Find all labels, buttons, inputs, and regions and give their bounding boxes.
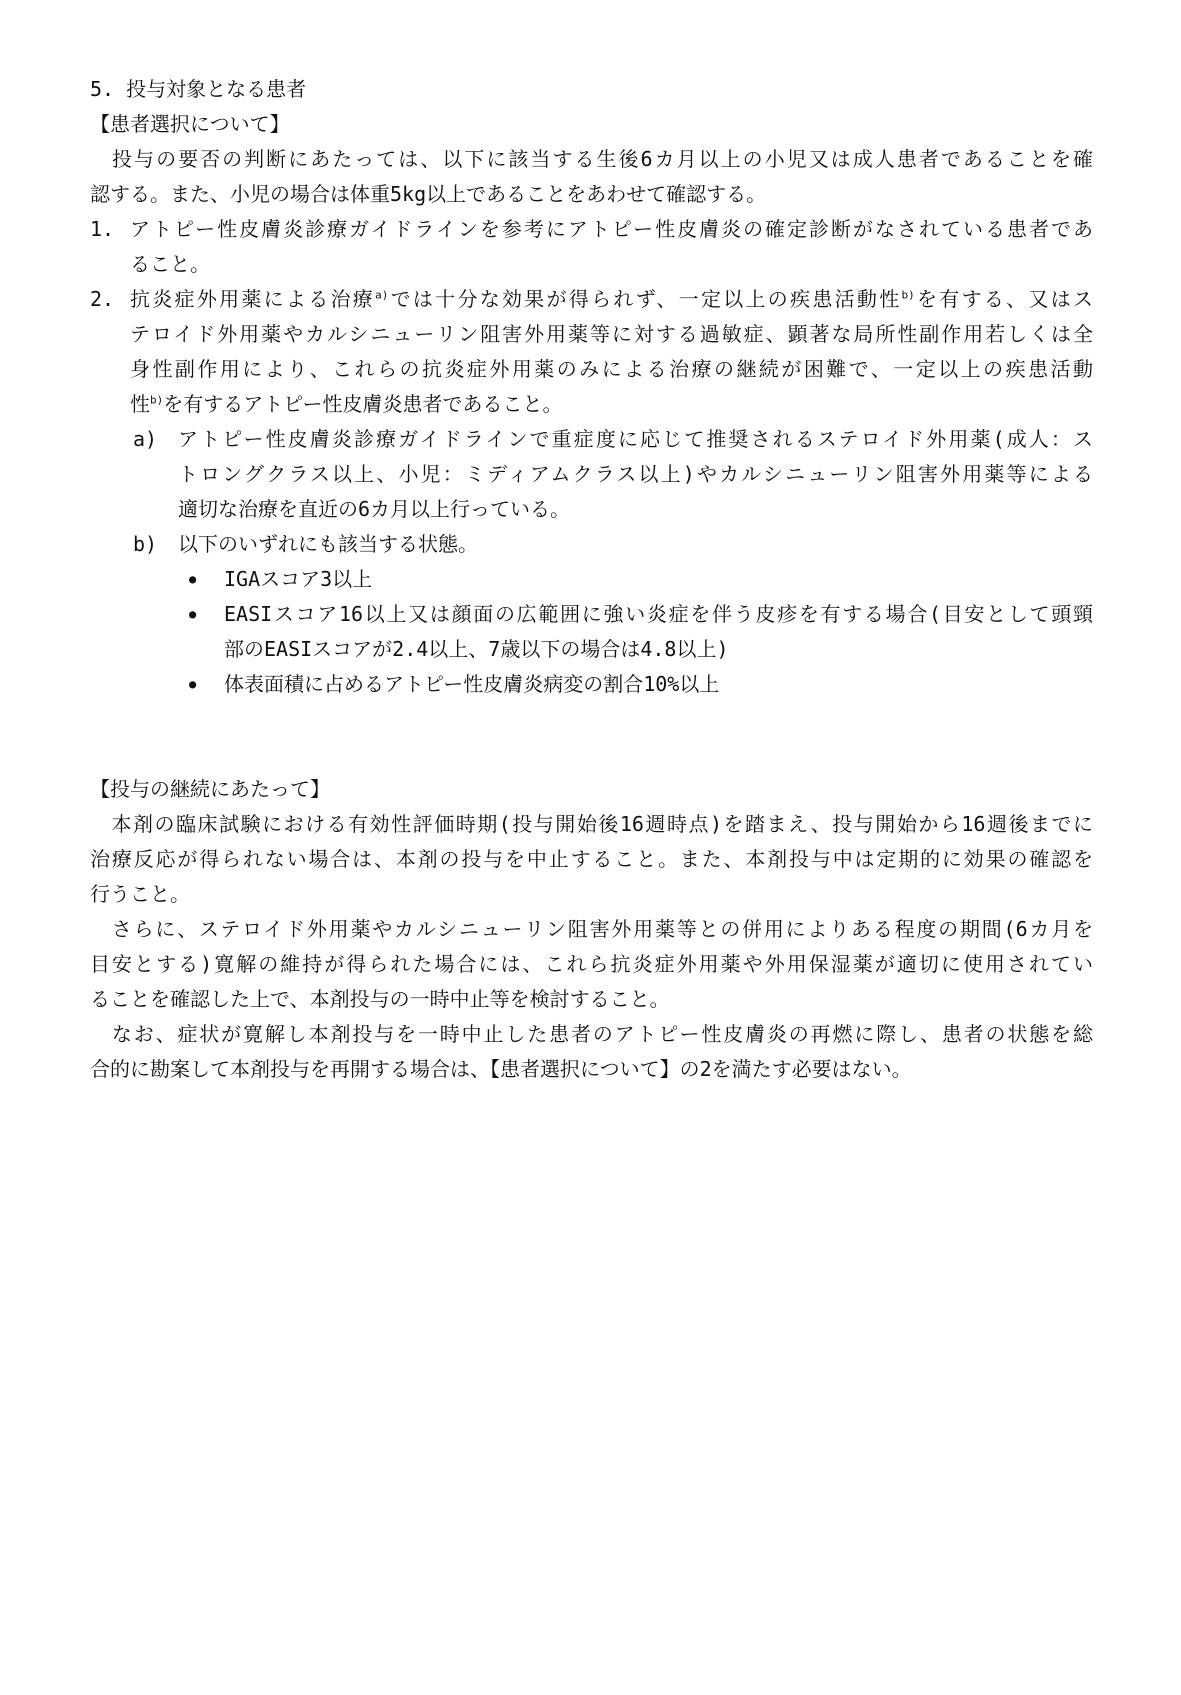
text-segment: 合的に勘案して本剤投与を再開する場合は、【患者選択について】の2を満たす必要はない。 xyxy=(90,1057,912,1081)
text-segment: 投与の要否の判断にあたっては、以下に該当する生後6カ月以上の小児又は成人患者であることを確 xyxy=(90,147,1093,171)
text-segment: EASIスコア16以上又は顔面の広範囲に強い炎症を伴う皮疹を有する場合(目安として頭頸 xyxy=(224,602,1093,626)
text-line xyxy=(90,842,1093,877)
text-line xyxy=(130,352,1093,387)
text-segment: 適切な治療を直近の6カ月以上行っている。 xyxy=(178,497,571,521)
text-line xyxy=(130,282,1093,317)
text-line xyxy=(90,947,1093,982)
text-line xyxy=(90,142,1093,177)
text-segment: では十分な効果が得られず、一定以上の疾患活動性 xyxy=(388,287,902,311)
text-segment: アトピー性皮膚炎診療ガイドラインを参考にアトピー性皮膚炎の確定診断がなされている患者であ xyxy=(130,217,1093,241)
text-segment: アトピー性皮膚炎診療ガイドラインで重症度に応じて推奨されるステロイド外用薬(成人：ス xyxy=(178,427,1093,451)
text-segment: ることを確認した上で、本剤投与の一時中止等を検討すること。 xyxy=(90,987,670,1011)
text-line xyxy=(224,667,1093,702)
text-segment: を有する、又はス xyxy=(914,287,1093,311)
text-segment: ること。 xyxy=(130,252,210,276)
text-line xyxy=(90,1052,1093,1087)
text-segment: 5. 投与対象となる患者 xyxy=(90,77,307,101)
text-segment: 目安とする)寛解の維持が得られた場合には、これら抗炎症外用薬や外用保湿薬が適切に使用されてい xyxy=(90,952,1093,976)
text-line xyxy=(130,317,1093,352)
text-line xyxy=(224,597,1093,632)
footnote-ref: b) xyxy=(901,288,915,302)
text-segment: を有するアトピー性皮膚炎患者であること。 xyxy=(163,392,563,416)
text-segment: 行うこと。 xyxy=(90,882,190,906)
text-segment: 以下のいずれにも該当する状態。 xyxy=(178,532,478,556)
text-line xyxy=(90,912,1093,947)
text-segment: 身性副作用により、これらの抗炎症外用薬のみによる治療の継続が困難で、一定以上の疾患活動 xyxy=(130,357,1093,381)
bullet-icon: ● xyxy=(189,572,197,586)
list-marker: b) xyxy=(133,532,158,556)
list-marker: 1. xyxy=(90,217,115,241)
text-segment: 抗炎症外用薬による治療 xyxy=(130,287,376,311)
text-line xyxy=(90,807,1093,842)
text-line xyxy=(130,247,1093,282)
footnote-ref: a) xyxy=(375,288,389,302)
text-segment: 性 xyxy=(130,392,150,416)
text-line xyxy=(90,772,1093,807)
text-line xyxy=(90,982,1093,1017)
text-segment: なお、症状が寛解し本剤投与を一時中止した患者のアトピー性皮膚炎の再燃に際し、患者の状態を総 xyxy=(90,1022,1093,1046)
text-segment: 部のEASIスコアが2.4以上、7歳以下の場合は4.8以上) xyxy=(224,637,729,661)
text-line xyxy=(90,877,1093,912)
text-segment: 治療反応が得られない場合は、本剤の投与を中止すること。また、本剤投与中は定期的に効果の確認を xyxy=(90,847,1093,871)
text-line xyxy=(130,387,1093,422)
text-segment: 認する。また、小児の場合は体重5kg以上であることをあわせて確認する。 xyxy=(90,182,767,206)
text-segment: 【投与の継続にあたって】 xyxy=(90,777,330,801)
text-line xyxy=(178,422,1093,457)
text-line xyxy=(178,492,1093,527)
text-segment: 体表面積に占めるアトピー性皮膚炎病変の割合10%以上 xyxy=(224,672,720,696)
text-line xyxy=(178,527,1093,562)
text-line xyxy=(224,632,1093,667)
text-segment: IGAスコア3以上 xyxy=(224,567,373,591)
text-line xyxy=(90,177,1093,212)
footnote-ref: b) xyxy=(150,393,164,407)
bullet-icon: ● xyxy=(189,677,197,691)
text-line xyxy=(130,212,1093,247)
text-line xyxy=(224,562,1093,597)
bullet-icon: ● xyxy=(189,607,197,621)
text-segment: トロングクラス以上、小児：ミディアムクラス以上)やカルシニューリン阻害外用薬等による xyxy=(178,462,1093,486)
text-segment: さらに、ステロイド外用薬やカルシニューリン阻害外用薬等との併用によりある程度の期間(6カ月を xyxy=(90,917,1093,941)
text-line xyxy=(178,457,1093,492)
text-line xyxy=(90,107,1093,142)
section-title xyxy=(90,72,1093,107)
text-line xyxy=(90,1017,1093,1052)
text-segment: テロイド外用薬やカルシニューリン阻害外用薬等に対する過敏症、顕著な局所性副作用若しくは全 xyxy=(130,322,1093,346)
list-marker: 2. xyxy=(90,287,115,311)
text-segment: 【患者選択について】 xyxy=(90,112,290,136)
text-segment: 本剤の臨床試験における有効性評価時期(投与開始後16週時点)を踏まえ、投与開始から16週後までに xyxy=(90,812,1093,836)
list-marker: a) xyxy=(133,427,158,451)
